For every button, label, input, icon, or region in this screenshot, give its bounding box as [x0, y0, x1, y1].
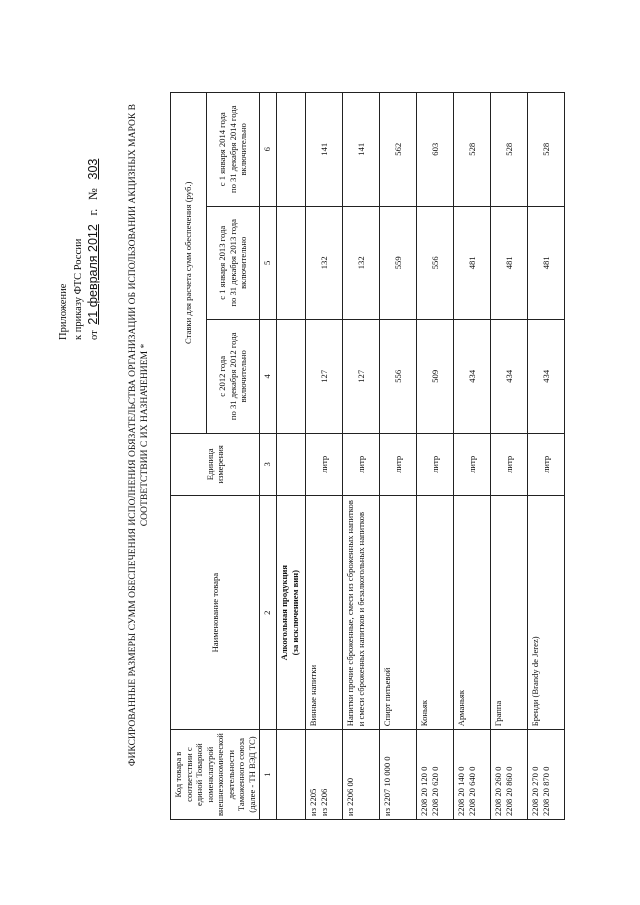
rate-2013: 132	[306, 206, 343, 320]
product-code: 2208 20 260 0	[493, 766, 503, 816]
section-heading	[277, 496, 306, 730]
column-index: 1	[260, 730, 277, 820]
header-name: Наименование товара	[171, 496, 260, 730]
product-name: Коньяк	[417, 496, 454, 730]
code-cell	[343, 730, 380, 820]
table-row	[306, 93, 343, 820]
header-code: Код товара в соответствии с единой Товарной номенклатурой внешнеэкономической деятельности Таможенного союза (далее - ТН ВЭД ТС)	[171, 730, 260, 820]
product-name: Бренди (Brandy de Jerez)	[528, 496, 565, 730]
rate-2012: 434	[528, 320, 565, 434]
rate-2013: 481	[491, 206, 528, 320]
rate-2012: 434	[491, 320, 528, 434]
header-period-2013	[207, 206, 260, 320]
product-code: 2208 20 140 0	[456, 766, 466, 816]
rate-2012: 127	[306, 320, 343, 434]
table-row	[380, 93, 417, 820]
date-prefix: от	[89, 330, 100, 340]
code-cell	[491, 730, 528, 820]
code-cell	[380, 730, 417, 820]
section-empty-cell	[277, 730, 306, 820]
unit-cell: литр	[306, 433, 343, 496]
unit-cell: литр	[528, 433, 565, 496]
product-code: 2208 20 120 0	[419, 766, 429, 816]
product-code: 2208 20 270 0	[530, 766, 540, 816]
rate-2013: 556	[417, 206, 454, 320]
section-heading-line-1: Алкогольная продукция	[279, 564, 289, 661]
section-empty-cell	[277, 93, 306, 207]
product-code: 2208 20 620 0	[429, 766, 440, 816]
rate-2014: 528	[454, 93, 491, 207]
rate-2014: 562	[380, 93, 417, 207]
product-code: 2208 20 870 0	[540, 766, 551, 816]
header-unit: Единица измерения	[171, 433, 260, 496]
unit-cell: литр	[343, 433, 380, 496]
rate-2014: 141	[343, 93, 380, 207]
order-reference: к приказу ФТС России	[73, 238, 84, 340]
unit-cell: литр	[417, 433, 454, 496]
rate-2013: 481	[528, 206, 565, 320]
period-2013-end: по 31 декабря 2013 года включительно	[227, 219, 249, 307]
rate-2014: 603	[417, 93, 454, 207]
header-rates-group: Ставки для расчета сумм обеспечения (руб.)	[171, 93, 207, 434]
section-empty-cell	[277, 433, 306, 496]
header-period-2014	[207, 93, 260, 207]
rate-2012: 127	[343, 320, 380, 434]
number-sign: №	[86, 188, 100, 201]
section-heading-line-2: (за исключением вин)	[290, 570, 300, 656]
product-code: 2208 20 860 0	[503, 766, 514, 816]
rate-2012: 509	[417, 320, 454, 434]
product-code: из 2206	[318, 788, 329, 816]
product-code: 2208 20 640 0	[466, 766, 477, 816]
unit-cell: литр	[380, 433, 417, 496]
rate-2014: 528	[528, 93, 565, 207]
column-index: 2	[260, 496, 277, 730]
unit-cell: литр	[491, 433, 528, 496]
column-index: 3	[260, 433, 277, 496]
table-row	[528, 93, 565, 820]
column-index: 4	[260, 320, 277, 434]
product-code: из 2206 00	[345, 777, 355, 816]
code-cell	[454, 730, 491, 820]
document-title	[127, 85, 151, 785]
order-number: 303	[86, 158, 100, 180]
rate-2012: 434	[454, 320, 491, 434]
period-2014-end: по 31 декабря 2014 года включительно	[227, 105, 249, 194]
table-row	[491, 93, 528, 820]
period-2013-start: с 1 января 2013 года	[217, 225, 228, 300]
column-index-row	[260, 93, 277, 820]
code-cell	[417, 730, 454, 820]
product-code: из 2207 10 000 0	[382, 756, 392, 816]
rate-2014: 528	[491, 93, 528, 207]
unit-cell: литр	[454, 433, 491, 496]
order-date: 21 февраля 2012	[86, 224, 100, 325]
period-2012-start: с 2012 года	[217, 355, 228, 397]
code-cell	[528, 730, 565, 820]
rate-2013: 481	[454, 206, 491, 320]
section-row	[277, 93, 306, 820]
column-index: 5	[260, 206, 277, 320]
table-row	[343, 93, 380, 820]
product-name: Спирт питьевой	[380, 496, 417, 730]
product-name: Напитки прочие сброженные, смеси из сброженных напитков и смеси сброженных напитков и безалкогольных напитков	[343, 496, 380, 730]
section-empty-cell	[277, 320, 306, 434]
title-line-1: ФИКСИРОВАННЫЕ РАЗМЕРЫ СУММ ОБЕСПЕЧЕНИЯ ИСПОЛНЕНИЯ ОБЯЗАТЕЛЬСТВА ОРГАНИЗАЦИИ ОБ ИСПОЛЬЗОВАНИИ АКЦИЗНЫХ МАРОК В	[127, 103, 138, 767]
title-line-2: СООТВЕТСТВИИ С ИХ НАЗНАЧЕНИЕМ *	[139, 343, 150, 527]
section-empty-cell	[277, 206, 306, 320]
appendix-block	[56, 159, 102, 340]
order-date-line	[86, 159, 102, 340]
rate-2013: 559	[380, 206, 417, 320]
appendix-label: Приложение	[58, 283, 69, 340]
period-2012-end: по 31 декабря 2012 года включительно	[227, 332, 249, 421]
table-row	[417, 93, 454, 820]
product-name: Граппа	[491, 496, 528, 730]
rate-2014: 141	[306, 93, 343, 207]
code-cell	[306, 730, 343, 820]
year-suffix: г.	[86, 208, 100, 216]
column-index: 6	[260, 93, 277, 207]
rate-2012: 556	[380, 320, 417, 434]
header-period-2012	[207, 320, 260, 434]
table-row	[454, 93, 491, 820]
product-name: Винные напитки	[306, 496, 343, 730]
period-2014-start: с 1 января 2014 года	[217, 112, 228, 187]
product-name: Арманьяк	[454, 496, 491, 730]
product-code: из 2205	[308, 788, 318, 816]
rates-table	[170, 92, 565, 820]
rate-2013: 132	[343, 206, 380, 320]
